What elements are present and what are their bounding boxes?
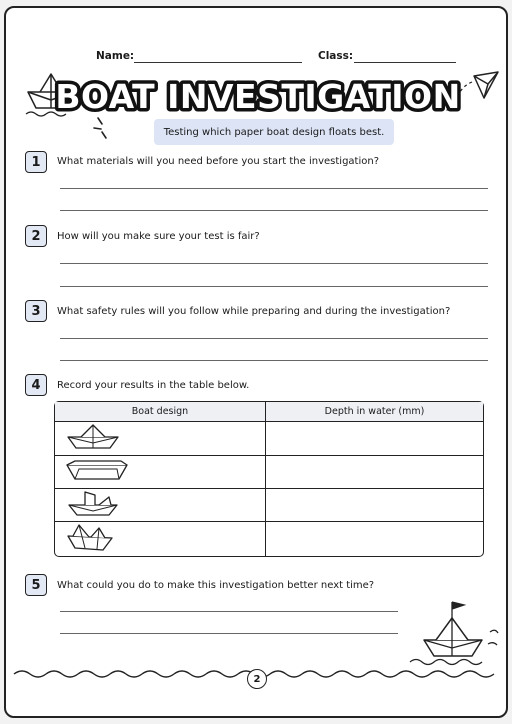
answer-line-2b[interactable]: [60, 286, 488, 287]
worksheet-page: [4, 6, 508, 718]
table-header-row: [55, 402, 483, 422]
paper-boat-flat-icon: [65, 457, 129, 483]
question-text-4: Record your results in the table below.: [57, 380, 250, 391]
boat-design-cell: [55, 455, 265, 488]
paper-boat-double-icon: [65, 522, 115, 552]
question-number-1: 1: [25, 151, 47, 173]
class-label: Class:: [318, 50, 354, 62]
sailboat-flag-icon: [406, 596, 502, 670]
paper-boat-sail-icon: [65, 489, 121, 517]
question-number-4: 4: [25, 374, 47, 396]
answer-line-5a[interactable]: [60, 611, 398, 612]
question-number-2: 2: [25, 225, 47, 247]
question-text-5: What could you do to make this investigation better next time?: [57, 580, 375, 591]
boat-design-cell: [55, 521, 265, 556]
name-label: Name:: [96, 50, 135, 62]
answer-line-5b[interactable]: [60, 633, 398, 634]
question-text-3: What safety rules will you follow while preparing and during the investigation?: [57, 306, 451, 317]
column-header-boat-design: Boat design: [55, 402, 265, 422]
table-row: [55, 488, 483, 521]
boat-design-cell: [55, 422, 265, 455]
depth-input-cell[interactable]: [265, 422, 483, 455]
answer-line-2a[interactable]: [60, 263, 488, 264]
answer-line-1a[interactable]: [60, 188, 488, 189]
answer-line-3a[interactable]: [60, 338, 488, 339]
question-number-3: 3: [25, 300, 47, 322]
results-table: [54, 401, 484, 557]
page-number: 2: [247, 669, 267, 689]
svg-text:BOAT INVESTIGATION: BOAT INVESTIGATION: [55, 77, 461, 116]
boat-design-cell: [55, 488, 265, 521]
question-text-2: How will you make sure your test is fair?: [57, 231, 260, 242]
answer-line-3b[interactable]: [60, 360, 488, 361]
answer-line-1b[interactable]: [60, 210, 488, 211]
depth-input-cell[interactable]: [265, 521, 483, 556]
depth-input-cell[interactable]: [265, 455, 483, 488]
depth-input-cell[interactable]: [265, 488, 483, 521]
table-row: [55, 455, 483, 488]
column-header-depth: Depth in water (mm): [265, 402, 483, 422]
worksheet-title: [55, 70, 461, 120]
table-row: [55, 422, 483, 455]
table-row: [55, 521, 483, 556]
name-input-line[interactable]: [134, 62, 302, 63]
paper-boat-classic-icon: [65, 423, 121, 451]
question-text-1: What materials will you need before you start the investigation?: [57, 156, 380, 167]
question-number-5: 5: [25, 574, 47, 596]
subtitle-banner: Testing which paper boat design floats best.: [154, 119, 394, 145]
class-input-line[interactable]: [354, 62, 456, 63]
spark-lines-decoration: [92, 114, 112, 140]
